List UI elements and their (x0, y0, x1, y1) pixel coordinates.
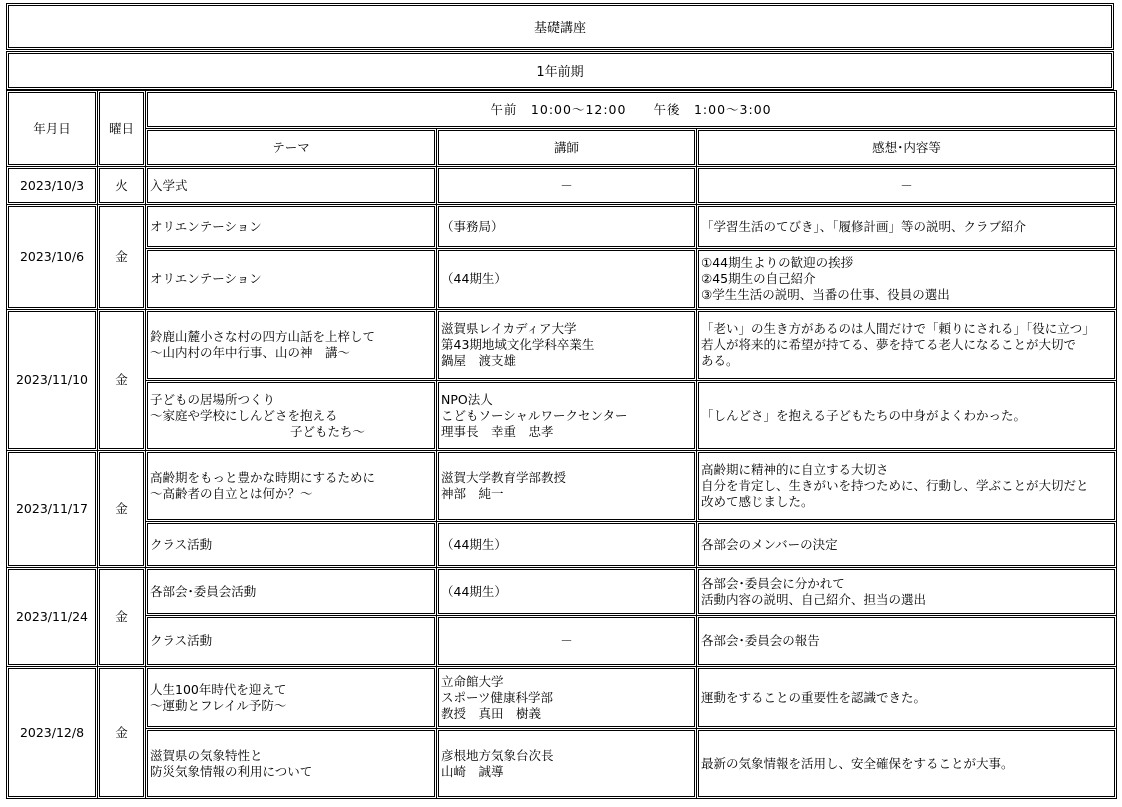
notes-line: 「学習生活のてびき」、「履修計画」等の説明、クラブ紹介 (701, 218, 1027, 234)
theme-line: 各部会･委員会活動 (150, 583, 257, 599)
notes-cell (697, 667, 1117, 729)
theme-line: 子どもの居場所つくり (150, 391, 276, 407)
weekday-cell: 金 (98, 310, 146, 451)
lecturer-line: 立命館大学 (441, 673, 504, 689)
table-row (7, 381, 1117, 451)
notes-cell (697, 522, 1117, 568)
date-cell: 2023/11/10 (7, 310, 98, 451)
theme-cell (146, 381, 437, 451)
notes-line: 各部会･委員会に分かれて (701, 575, 845, 591)
lecturer-cell (437, 522, 697, 568)
table-row (7, 568, 1117, 616)
header-notes: 感想･内容等 (697, 129, 1117, 167)
table-row (7, 205, 1117, 249)
theme-line: ～山内村の年中行事、山の神 講～ (150, 345, 351, 360)
lecturer-line: （44期生） (441, 536, 507, 552)
lecturer-cell (437, 451, 697, 522)
theme-line: 入学式 (150, 177, 188, 193)
theme-cell (146, 667, 437, 729)
notes-line: ②45期生の自己紹介 (701, 271, 816, 286)
lecturer-cell (437, 616, 697, 667)
lecturer-line: 鍋屋 渡支雄 (441, 353, 517, 368)
notes-line: 高齢期に精神的に自立する大切さ (701, 462, 889, 477)
notes-line: 各部会･委員会の報告 (701, 633, 820, 648)
lecturer-line: 滋賀県レイカディア大学 (441, 321, 577, 336)
weekday-cell: 金 (98, 667, 146, 799)
lecturer-line: 教授 真田 樹義 (441, 705, 542, 721)
header-session-time: 午前 10:00～12:00 午後 1:00～3:00 (146, 91, 1117, 129)
lecturer-cell (437, 249, 697, 310)
notes-line: － (900, 177, 913, 193)
theme-cell (146, 451, 437, 522)
notes-cell (697, 381, 1117, 451)
weekday-cell: 金 (98, 205, 146, 310)
table-row (7, 729, 1117, 799)
header-date: 年月日 (7, 91, 98, 167)
schedule-table (6, 90, 1117, 799)
notes-line: 各部会のメンバーの決定 (701, 536, 838, 552)
table-row (7, 249, 1117, 310)
theme-line: ～家庭や学校にしんどさを抱える (150, 407, 338, 423)
notes-cell (697, 451, 1117, 522)
theme-cell (146, 616, 437, 667)
date-cell: 2023/11/17 (7, 451, 98, 568)
lecturer-line: NPO法人 (441, 391, 493, 407)
header-lecturer: 講師 (437, 129, 697, 167)
term-label: 1年前期 (6, 51, 1114, 90)
schedule-table-body (7, 91, 1117, 799)
weekday-cell: 火 (98, 167, 146, 205)
table-row (7, 167, 1117, 205)
notes-line: 自分を肯定し、生きがいを持つために、行動し、学ぶことが大切だと (701, 478, 1089, 493)
notes-cell (697, 568, 1117, 616)
theme-line: 人生100年時代を迎えて (150, 681, 287, 697)
lecturer-line: 山崎 誠導 (441, 763, 504, 779)
theme-line: 鈴鹿山麓小さな村の四方山話を上梓して (150, 329, 376, 344)
notes-line: 運動をすることの重要性を認識できた。 (701, 689, 927, 705)
date-cell: 2023/11/24 (7, 568, 98, 667)
theme-line: クラス活動 (150, 536, 213, 552)
header-weekday: 曜日 (98, 91, 146, 167)
notes-line: 若人が将来的に希望が持てる、夢を持てる老人になることが大切で (701, 337, 1077, 352)
table-row (7, 616, 1117, 667)
notes-line: 「老い」の生き方があるのは人間だけで「頼りにされる」「役に立つ」 (701, 321, 1095, 336)
notes-line: ①44期生よりの歓迎の挨拶 (701, 255, 854, 270)
lecturer-line: 滋賀大学教育学部教授 (441, 470, 567, 485)
notes-line: 最新の気象情報を活用し、安全確保をすることが大事。 (701, 755, 1014, 771)
notes-cell (697, 205, 1117, 249)
lecturer-cell (437, 729, 697, 799)
theme-line: 防災気象情報の利用について (150, 763, 313, 779)
lecturer-line: － (560, 177, 573, 193)
table-row (7, 310, 1117, 381)
notes-line: 「しんどさ」を抱える子どもたちの中身がよくわかった。 (701, 407, 1027, 423)
table-row (7, 522, 1117, 568)
notes-line: 改めて感じました。 (701, 494, 814, 509)
theme-cell (146, 205, 437, 249)
lecturer-line: （44期生） (441, 583, 507, 599)
notes-cell (697, 729, 1117, 799)
notes-cell (697, 167, 1117, 205)
notes-line: ある。 (701, 353, 739, 368)
notes-line: ③学生生活の説明、当番の仕事、役員の選出 (701, 287, 950, 302)
notes-cell (697, 249, 1117, 310)
theme-line: オリエンテーション (150, 271, 262, 286)
lecturer-line: （44期生） (441, 271, 507, 286)
theme-line: ～高齢者の自立とは何か？～ (150, 486, 313, 501)
theme-line: 滋賀県の気象特性と (150, 747, 263, 763)
theme-cell (146, 522, 437, 568)
header-row-columns (7, 129, 1117, 167)
lecturer-line: 第43期地域文化学科卒業生 (441, 337, 595, 352)
theme-cell (146, 167, 437, 205)
theme-line: ～運動とフレイル予防～ (150, 697, 287, 713)
theme-cell (146, 568, 437, 616)
theme-line: 子どもたち～ (290, 423, 366, 439)
lecturer-cell (437, 381, 697, 451)
table-row (7, 451, 1117, 522)
lecturer-cell (437, 167, 697, 205)
theme-cell (146, 249, 437, 310)
sheet-title: 基礎講座 (6, 3, 1114, 50)
date-cell: 2023/10/3 (7, 167, 98, 205)
lecturer-cell (437, 568, 697, 616)
weekday-cell: 金 (98, 451, 146, 568)
lecturer-cell (437, 310, 697, 381)
notes-cell (697, 310, 1117, 381)
weekday-cell: 金 (98, 568, 146, 667)
header-row-time (7, 91, 1117, 129)
lecturer-line: 神部 純一 (441, 486, 504, 501)
theme-cell (146, 729, 437, 799)
date-cell: 2023/10/6 (7, 205, 98, 310)
lecturer-line: （事務局） (441, 218, 504, 234)
theme-cell (146, 310, 437, 381)
lecturer-line: 理事長 幸重 忠孝 (441, 423, 554, 439)
lecturer-line: 彦根地方気象台次長 (441, 747, 554, 763)
header-theme: テーマ (146, 129, 437, 167)
lecturer-line: こどもソーシャルワークセンター (441, 407, 628, 423)
notes-line: 活動内容の説明、自己紹介、担当の選出 (701, 591, 927, 607)
theme-line: オリエンテーション (150, 218, 262, 234)
notes-cell (697, 616, 1117, 667)
lecturer-cell (437, 667, 697, 729)
table-row (7, 667, 1117, 729)
theme-line: 高齢期をもっと豊かな時期にするために (150, 470, 376, 485)
lecturer-cell (437, 205, 697, 249)
lecturer-line: － (560, 633, 573, 648)
lecturer-line: スポーツ健康科学部 (441, 689, 554, 705)
date-cell: 2023/12/8 (7, 667, 98, 799)
theme-line: クラス活動 (150, 633, 213, 648)
